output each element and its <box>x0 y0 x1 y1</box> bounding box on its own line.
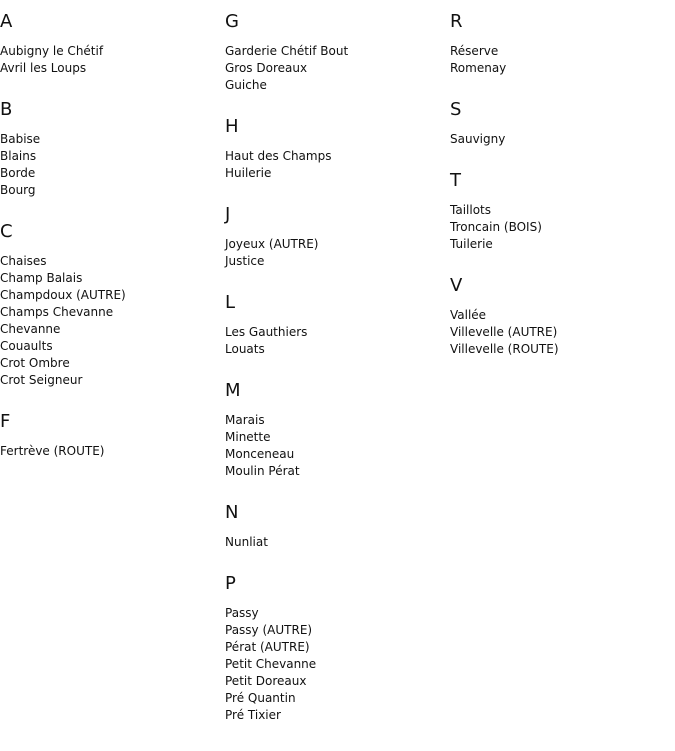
letter-heading: S <box>450 99 462 120</box>
list-item <box>0 60 225 77</box>
list-item <box>225 673 450 690</box>
place-link[interactable]: Villevelle (AUTRE) <box>450 325 558 339</box>
place-link[interactable]: Petit Chevanne <box>225 657 317 671</box>
place-list <box>0 131 225 199</box>
list-item <box>225 605 450 622</box>
list-item <box>450 307 675 324</box>
letter-heading: C <box>0 221 13 242</box>
place-link[interactable]: Troncain (BOIS) <box>450 220 542 234</box>
letter-group <box>225 202 450 270</box>
place-link[interactable]: Sauvigny <box>450 132 506 146</box>
place-link[interactable]: Monceneau <box>225 447 295 461</box>
place-list <box>225 412 450 480</box>
letter-heading: V <box>450 275 463 296</box>
place-list <box>225 148 450 182</box>
list-item <box>225 639 450 656</box>
place-list <box>225 605 450 724</box>
place-link[interactable]: Réserve <box>450 44 499 58</box>
list-item <box>0 131 225 148</box>
list-item <box>0 443 225 460</box>
list-item <box>225 446 450 463</box>
place-link[interactable]: Les Gauthiers <box>225 325 308 339</box>
letter-group <box>0 97 225 199</box>
letter-heading: P <box>225 573 236 594</box>
place-list <box>450 202 675 253</box>
place-link[interactable]: Chaises <box>0 254 47 268</box>
letter-group <box>225 9 450 94</box>
list-item <box>450 219 675 236</box>
list-item <box>0 304 225 321</box>
place-link[interactable]: Justice <box>225 254 265 268</box>
list-item <box>225 324 450 341</box>
list-item <box>225 412 450 429</box>
place-link[interactable]: Pré Tixier <box>225 708 281 722</box>
list-item <box>225 534 450 551</box>
place-link[interactable]: Champ Balais <box>0 271 83 285</box>
list-item <box>450 60 675 77</box>
place-link[interactable]: Chevanne <box>0 322 61 336</box>
place-link[interactable]: Minette <box>225 430 271 444</box>
place-link[interactable]: Marais <box>225 413 265 427</box>
list-item <box>225 341 450 358</box>
letter-group <box>0 9 225 77</box>
letter-heading: B <box>0 99 13 120</box>
place-list <box>225 236 450 270</box>
place-link[interactable]: Taillots <box>450 203 491 217</box>
list-item <box>0 165 225 182</box>
list-item <box>225 429 450 446</box>
letter-heading: G <box>225 11 239 32</box>
place-link[interactable]: Louats <box>225 342 265 356</box>
place-list <box>0 253 225 389</box>
list-item <box>225 463 450 480</box>
list-item <box>0 43 225 60</box>
list-item <box>450 236 675 253</box>
place-link[interactable]: Romenay <box>450 61 507 75</box>
place-list <box>0 443 225 460</box>
place-list <box>0 43 225 77</box>
place-link[interactable]: Aubigny le Chétif <box>0 44 104 58</box>
list-item <box>450 131 675 148</box>
letter-group <box>225 500 450 551</box>
list-item <box>0 182 225 199</box>
list-item <box>225 43 450 60</box>
list-item <box>225 707 450 724</box>
place-link[interactable]: Champs Chevanne <box>0 305 114 319</box>
list-item <box>450 43 675 60</box>
list-item <box>450 202 675 219</box>
place-link[interactable]: Gros Doreaux <box>225 61 308 75</box>
place-list <box>450 131 675 148</box>
place-link[interactable]: Vallée <box>450 308 487 322</box>
place-link[interactable]: Blains <box>0 149 37 163</box>
letter-group <box>0 219 225 389</box>
place-list <box>225 324 450 358</box>
letter-heading: J <box>225 204 231 225</box>
letter-heading: M <box>225 380 241 401</box>
list-item <box>225 60 450 77</box>
list-item <box>0 287 225 304</box>
index-column <box>225 9 450 744</box>
list-item <box>225 656 450 673</box>
list-item <box>225 148 450 165</box>
list-item <box>225 622 450 639</box>
letter-group <box>450 97 675 148</box>
place-link[interactable]: Villevelle (ROUTE) <box>450 342 559 356</box>
place-link[interactable]: Borde <box>0 166 36 180</box>
letter-group <box>225 378 450 480</box>
place-link[interactable]: Pérat (AUTRE) <box>225 640 310 654</box>
place-link[interactable]: Joyeux (AUTRE) <box>225 237 319 251</box>
letter-group <box>225 571 450 724</box>
place-link[interactable]: Nunliat <box>225 535 268 549</box>
place-link[interactable]: Huilerie <box>225 166 272 180</box>
list-item <box>225 165 450 182</box>
list-item <box>0 270 225 287</box>
place-link[interactable]: Babise <box>0 132 41 146</box>
letter-group <box>450 273 675 358</box>
place-link[interactable]: Moulin Pérat <box>225 464 300 478</box>
place-link[interactable]: Haut des Champs <box>225 149 332 163</box>
list-item <box>0 253 225 270</box>
place-list <box>450 43 675 77</box>
letter-heading: N <box>225 502 239 523</box>
list-item <box>0 355 225 372</box>
place-list <box>225 43 450 94</box>
place-link[interactable]: Guiche <box>225 78 267 92</box>
letter-group <box>225 114 450 182</box>
place-link[interactable]: Bourg <box>0 183 36 197</box>
place-link[interactable]: Crot Seigneur <box>0 373 83 387</box>
list-item <box>0 338 225 355</box>
letter-group <box>450 9 675 77</box>
place-link[interactable]: Petit Doreaux <box>225 674 307 688</box>
place-link[interactable]: Champdoux (AUTRE) <box>0 288 126 302</box>
place-link[interactable]: Crot Ombre <box>0 356 70 370</box>
list-item <box>225 690 450 707</box>
letter-heading: H <box>225 116 239 137</box>
place-link[interactable]: Pré Quantin <box>225 691 296 705</box>
place-list <box>225 534 450 551</box>
place-link[interactable]: Tuilerie <box>450 237 493 251</box>
letter-group <box>225 290 450 358</box>
letter-heading: A <box>0 11 13 32</box>
list-item <box>450 341 675 358</box>
list-item <box>225 77 450 94</box>
letter-heading: T <box>450 170 461 191</box>
place-link[interactable]: Passy (AUTRE) <box>225 623 313 637</box>
letter-heading: F <box>0 411 11 432</box>
place-link[interactable]: Fertrève (ROUTE) <box>0 444 105 458</box>
list-item <box>450 324 675 341</box>
letter-group <box>450 168 675 253</box>
letter-group <box>0 409 225 460</box>
place-link[interactable]: Garderie Chétif Bout <box>225 44 349 58</box>
letter-heading: L <box>225 292 236 313</box>
list-item <box>225 253 450 270</box>
index-column <box>450 9 675 378</box>
list-item <box>0 321 225 338</box>
index-column <box>0 9 225 480</box>
list-item <box>225 236 450 253</box>
place-link[interactable]: Couaults <box>0 339 53 353</box>
letter-heading: R <box>450 11 463 32</box>
place-list <box>450 307 675 358</box>
place-link[interactable]: Passy <box>225 606 259 620</box>
place-link[interactable]: Avril les Loups <box>0 61 87 75</box>
list-item <box>0 148 225 165</box>
list-item <box>0 372 225 389</box>
